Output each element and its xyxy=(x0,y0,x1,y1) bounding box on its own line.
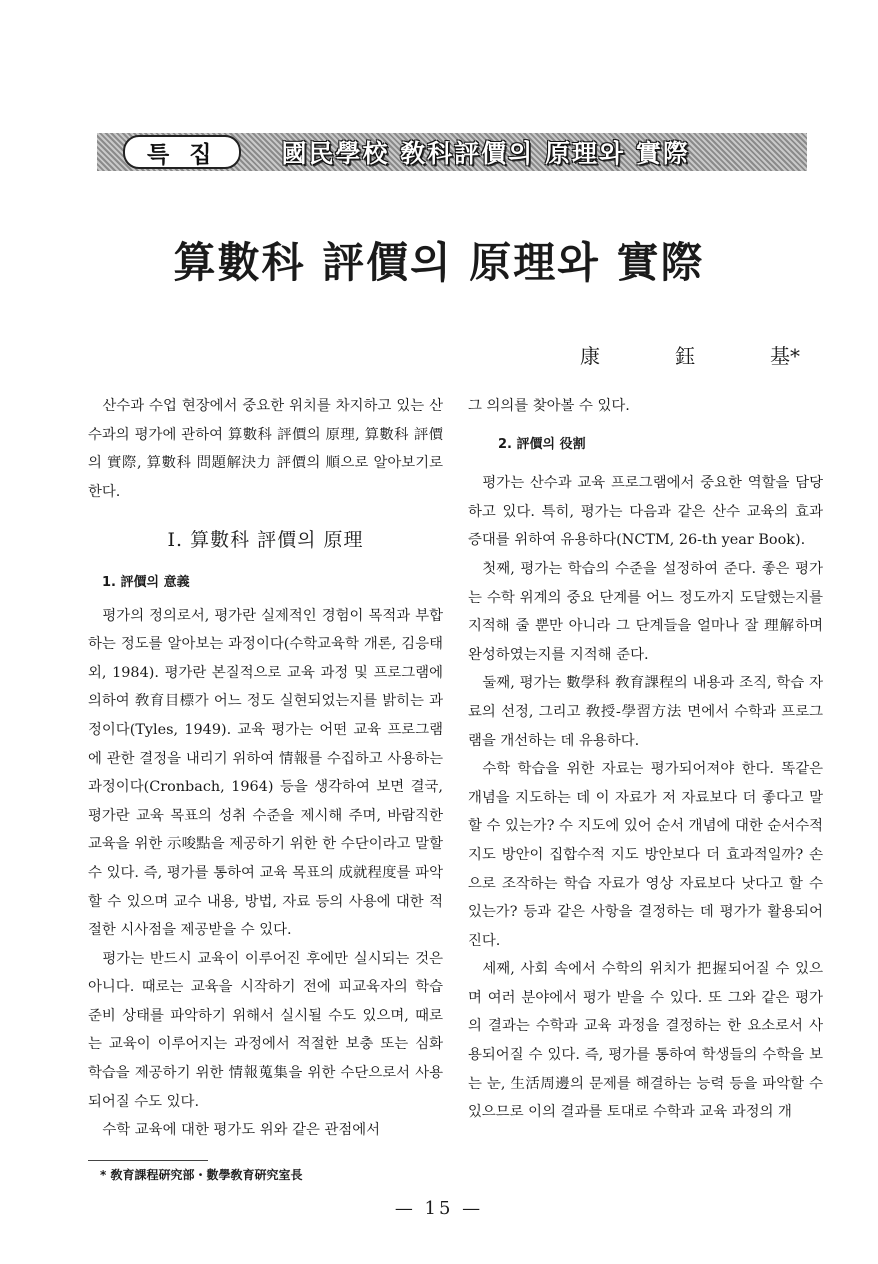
body-paragraph: 평가의 정의로서, 평가란 실제적인 경험이 목적과 부합하는 정도를 알아보는 과정이다(수학교육학 개론, 김응태 외, 1984). 평가란 본질적으로 교육 과정 및 프로그램에 의하여 敎育目標가 어느 정도 실현되었는지를 밝히는 과정이다(Tyles, 1949). 교육 평가는 어떤 교육 프로그램에 관한 결정을 내리기 위하여 情報를 수집하고 사용하는 과정이다(Cronbach, 1964) 등을 생각하여 보면 결국, 평가란 교육 목표의 성취 수준을 제시해 주며, 바람직한 교육을 위한 示唆點을 제공하기 위한 한 수단이라고 말할 수 있다. 즉, 평가를 통하여 교육 목표의 成就程度를 파악할 수 있으며 교수 내용, 방법, 자료 등의 사용에 대한 적절한 시사점을 제공받을 수 있다. xyxy=(88,607,443,939)
continued-line: 그 의의를 찾아볼 수 있다. xyxy=(468,398,630,414)
banner-tag: 특 집 xyxy=(123,135,241,169)
body-paragraph: 수학 교육에 대한 평가도 위와 같은 관점에서 xyxy=(102,1122,381,1139)
footnote-divider xyxy=(88,1160,208,1161)
section-heading: Ⅰ. 算數科 評價의 原理 xyxy=(167,529,364,552)
section-banner xyxy=(97,133,807,171)
body-paragraph: 둘째, 평가는 數學科 敎育課程의 내용과 조직, 학습 자료의 선정, 그리고 敎授-學習方法 면에서 수학과 프로그램을 개선하는 데 유용하다. xyxy=(468,675,823,749)
body-paragraph: 평가는 산수과 교육 프로그램에서 중요한 역할을 담당하고 있다. 특히, 평가는 다음과 같은 산수 교육의 효과 증대를 위하여 유용하다(NCTM, 26-th year Book). xyxy=(468,475,823,549)
sub-heading: 1. 評價의 意義 xyxy=(102,574,190,590)
body-paragraph: 평가는 반드시 교육이 이루어진 후에만 실시되는 것은 아니다. 때로는 교육을 시작하기 전에 피교육자의 학습 준비 상태를 파악하기 위해서 실시될 수도 있으며, 때로는 교육이 이루어지는 과정에서 적절한 보충 또는 심화 학습을 제공하기 위한 情報蒐集을 위한 수단으로서 사용되어질 수도 있다. xyxy=(88,950,443,1110)
sub-heading: 2. 評價의 役割 xyxy=(498,436,586,452)
body-paragraph: 첫째, 평가는 학습의 수준을 설정하여 준다. 좋은 평가는 수학 위계의 중요 단계를 어느 정도까지 도달했는지를 지적해 줄 뿐만 아니라 그 단계들을 얼마나 잘 理解하며 완성하였는지를 지적해 준다. xyxy=(468,560,823,663)
author-name xyxy=(580,340,800,369)
banner-title: 國民學校 敎科評價의 原理와 實際 xyxy=(281,139,690,168)
body-paragraph: 세째, 사회 속에서 수학의 위치가 把握되어질 수 있으며 여러 분야에서 평가 받을 수 있다. 또 그와 같은 평가의 결과는 수학과 교육 과정을 결정하는 한 요소로서 사용되어질 수 있다. 즉, 평가를 통하여 학생들의 수학을 보는 눈, 生活周邊의 문제를 해결하는 능력 등을 파악할 수 있으므로 이의 결과를 토대로 수학과 교육 과정의 개 xyxy=(468,961,823,1121)
body-paragraph: 수학 학습을 위한 자료는 평가되어져야 한다. 똑같은 개념을 지도하는 데 이 자료가 저 자료보다 더 좋다고 말할 수 있는가? 수 지도에 있어 순서 개념에 대한 순서수적 지도 방안이 집합수적 지도 방안보다 더 효과적일까? 손으로 조작하는 학습 자료가 영상 자료보다 낫다고 할 수 있는가? 등과 같은 사항을 결정하는 데 평가가 활용되어진다. xyxy=(468,761,823,949)
author-char: 鈺 xyxy=(675,344,695,368)
intro-paragraph: 산수과 수업 현장에서 중요한 위치를 차지하고 있는 산수과의 평가에 관하여 算數科 評價의 原理, 算數科 評價의 實際, 算數科 問題解決力 評價의 順으로 알아보기로 한다. xyxy=(88,398,443,500)
author-char: 康 xyxy=(580,344,600,368)
footnote: * 敎育課程硏究部・數學敎育硏究室長 xyxy=(100,1168,303,1182)
page-number: — 15 — xyxy=(394,1198,484,1219)
author-char: 基* xyxy=(770,344,800,368)
article-title: 算數科 評價의 原理와 實際 xyxy=(173,238,705,287)
left-column xyxy=(88,392,443,1145)
right-column xyxy=(468,392,823,1127)
